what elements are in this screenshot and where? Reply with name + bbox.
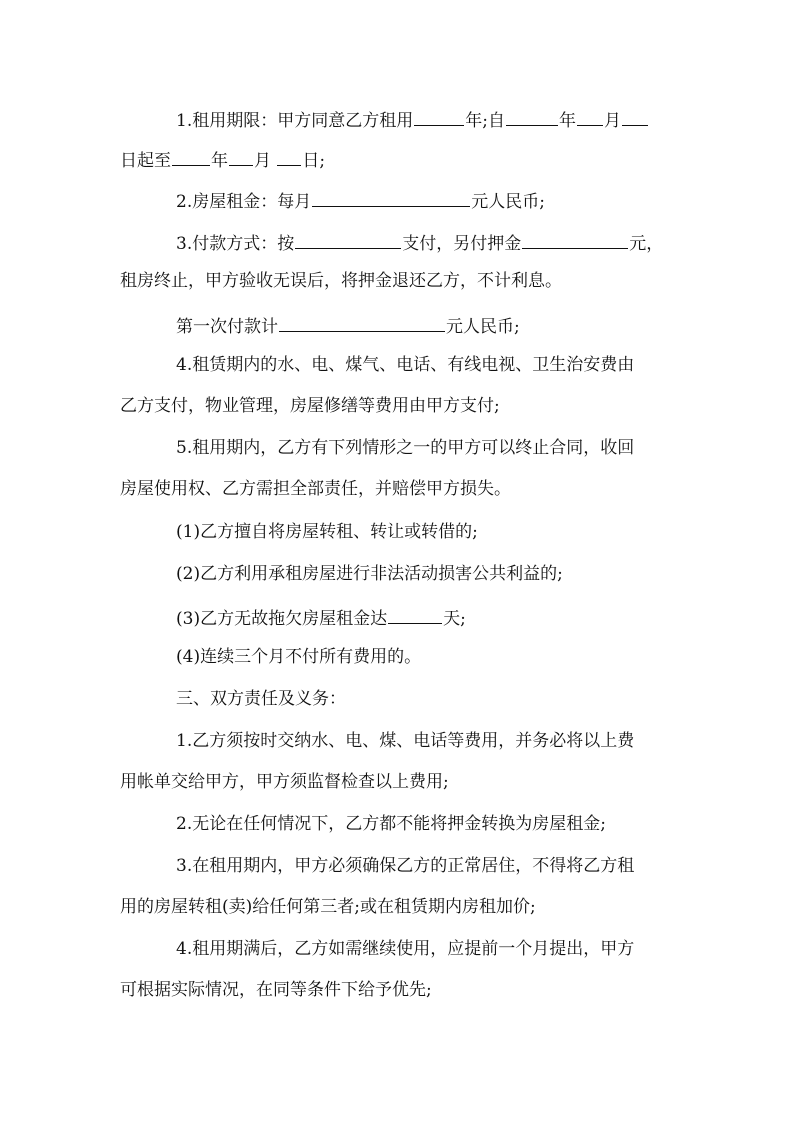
- years-blank[interactable]: [414, 107, 464, 126]
- duty-1-line-2: 用帐单交给甲方，甲方须监督检查以上费用;: [120, 772, 449, 792]
- start-year-blank[interactable]: [506, 107, 558, 126]
- clause-lease-term: [0, 107, 794, 132]
- deposit-unit: 元，: [629, 234, 664, 254]
- termination-item-2: (2)乙方利用承租房屋进行非法活动损害公共利益的;: [176, 564, 563, 584]
- arrears-label: (3)乙方无故拖欠房屋租金达: [176, 609, 388, 629]
- end-month-blank[interactable]: [229, 147, 253, 166]
- end-month-text: 月: [254, 151, 277, 171]
- clause-rent: [0, 188, 794, 213]
- arrears-days-blank[interactable]: [388, 605, 442, 624]
- end-year-text: 年: [211, 151, 228, 171]
- arrears-unit: 天;: [443, 609, 466, 629]
- clause-utilities-1: 4.租赁期内的水、电、煤气、电话、有线电视、卫生治安费由: [176, 355, 635, 375]
- year-text: 年: [558, 111, 576, 131]
- payment-method-blank[interactable]: [295, 230, 401, 249]
- clause-termination-1: 5.租用期内，乙方有下列情形之一的甲方可以终止合同，收回: [176, 438, 635, 458]
- payment-label: 3.付款方式：按: [176, 234, 295, 254]
- first-payment-unit: 元人民币;: [446, 317, 520, 337]
- clause-lease-term-end: [0, 147, 794, 172]
- first-payment-label: 第一次付款计: [176, 317, 278, 337]
- duty-3-line-2: 用的房屋转租(卖)给任何第三者;或在租赁期内房租加价;: [120, 897, 536, 917]
- duty-4-line-2: 可根据实际情况，在同等条件下给予优先;: [120, 980, 432, 1000]
- deposit-blank[interactable]: [522, 230, 628, 249]
- termination-item-3: [0, 605, 794, 630]
- month-text: 月: [603, 111, 621, 131]
- section-heading-duties: 三、双方责任及义务：: [176, 689, 346, 709]
- clause-termination-2: 房屋使用权、乙方需担全部责任，并赔偿甲方损失。: [120, 479, 511, 499]
- rent-blank[interactable]: [312, 188, 470, 207]
- duty-4-line-1: 4.租用期满后，乙方如需继续使用，应提前一个月提出，甲方: [176, 939, 635, 959]
- rent-unit: 元人民币;: [471, 192, 545, 212]
- start-day-blank[interactable]: [622, 107, 648, 126]
- end-day-blank[interactable]: [277, 147, 301, 166]
- years-from-text: 年;自: [465, 111, 505, 131]
- duty-2: 2.无论在任何情况下，乙方都不能将押金转换为房屋租金;: [176, 814, 606, 834]
- lease-term-label: 1.租用期限：甲方同意乙方租用: [176, 111, 414, 131]
- end-day-text: 日;: [302, 151, 326, 171]
- day-until-text: 日起至: [120, 151, 171, 171]
- deposit-label: 支付，另付押金: [402, 234, 522, 254]
- end-year-blank[interactable]: [172, 147, 210, 166]
- duty-3-line-1: 3.在租用期内，甲方必须确保乙方的正常居住，不得将乙方租: [176, 856, 635, 876]
- clause-payment: [0, 230, 794, 255]
- termination-item-1: (1)乙方擅自将房屋转租、转让或转借的;: [176, 522, 478, 542]
- clause-deposit-return: 租房终止，甲方验收无误后，将押金退还乙方，不计利息。: [120, 271, 562, 291]
- clause-utilities-2: 乙方支付，物业管理，房屋修缮等费用由甲方支付;: [120, 396, 500, 416]
- termination-item-4: (4)连续三个月不付所有费用的。: [176, 647, 422, 667]
- clause-first-payment: [0, 313, 794, 338]
- first-payment-blank[interactable]: [279, 313, 445, 332]
- rent-label: 2.房屋租金：每月: [176, 192, 312, 212]
- duty-1-line-1: 1.乙方须按时交纳水、电、煤、电话等费用，并务必将以上费: [176, 731, 635, 751]
- start-month-blank[interactable]: [577, 107, 603, 126]
